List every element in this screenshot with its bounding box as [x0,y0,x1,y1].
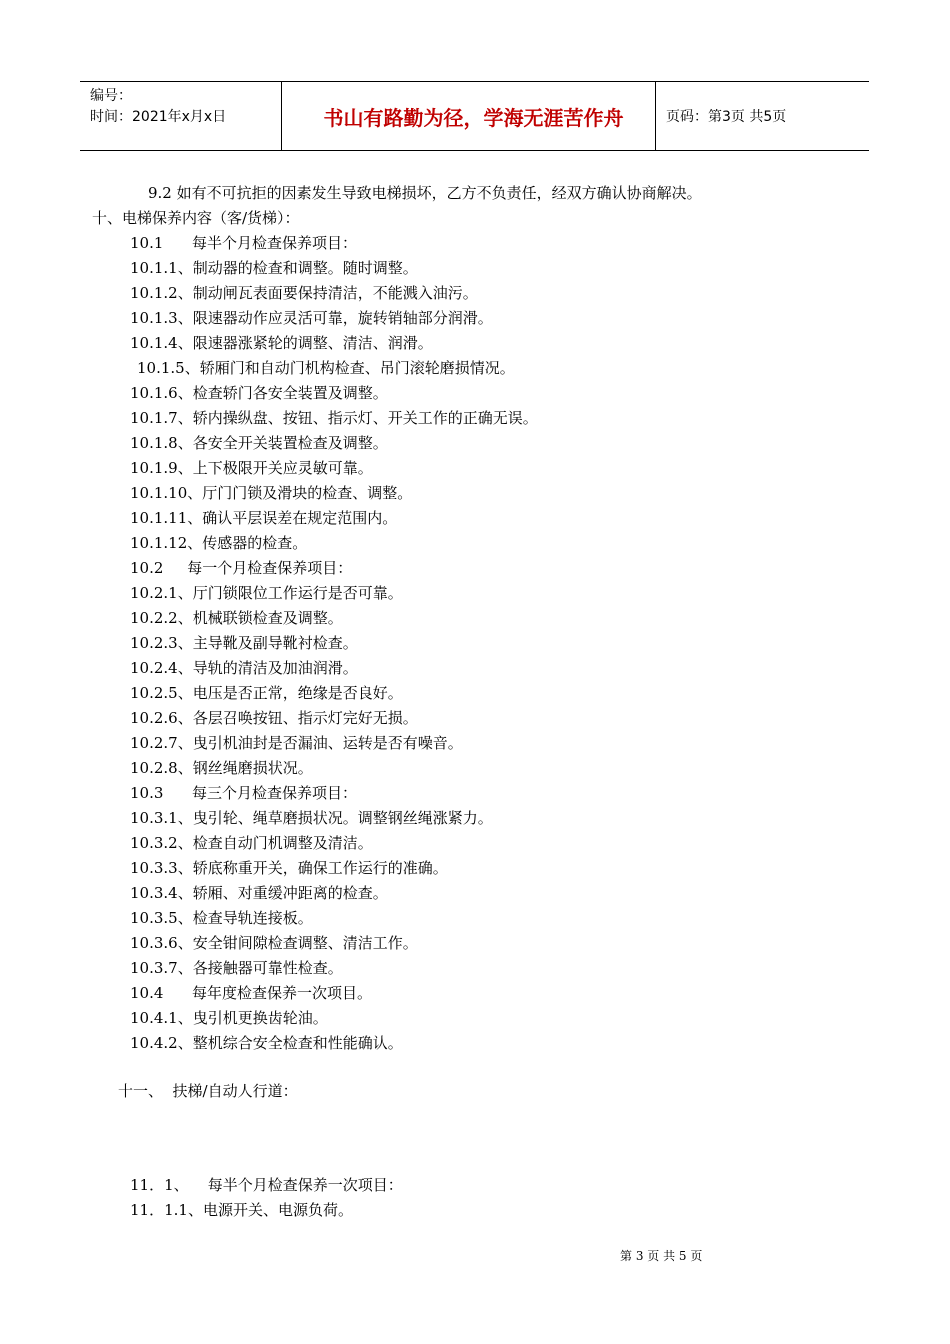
section-heading: 十一、 扶梯/自动人行道： [118,1082,298,1100]
page-header [80,81,869,151]
text-line: 10.1.2、制动闸瓦表面要保持清洁，不能溅入油污。 [130,284,478,302]
text-line: 9.2 如有不可抗拒的因素发生导致电梯损坏，乙方不负责任，经双方确认协商解决。 [148,184,702,202]
text-line: 10.4.1、曳引机更换齿轮油。 [130,1009,328,1027]
text-line: 10.1.7、轿内操纵盘、按钮、指示灯、开关工作的正确无误。 [130,409,538,427]
subsection-heading: 10.1 每半个月检查保养项目： [130,234,358,252]
text-line: 10.3.3、轿底称重开关，确保工作运行的准确。 [130,859,448,877]
subsection-heading: 10.2 每一个月检查保养项目： [130,559,353,577]
subsection-heading: 11．1、 每半个月检查保养一次项目： [130,1176,403,1194]
text-line: 10.1.12、传感器的检查。 [130,534,308,552]
text-line: 10.2.4、导轨的清洁及加油润滑。 [130,659,358,677]
header-motto: 书山有路勤为径，学海无涯苦作舟 [323,105,624,130]
text-line: 10.1.5、轿厢门和自动门机构检查、吊门滚轮磨损情况。 [137,359,515,377]
text-line: 10.2.2、机械联锁检查及调整。 [130,609,343,627]
text-line: 10.1.4、限速器涨紧轮的调整、清洁、润滑。 [130,334,433,352]
text-line: 10.3.5、检查导轨连接板。 [130,909,313,927]
text-line: 10.1.8、各安全开关装置检查及调整。 [130,434,388,452]
section-heading: 十、电梯保养内容（客/货梯）： [92,209,300,227]
header-divider [655,82,656,150]
document-number-label: 编号： [90,88,132,104]
text-line: 10.1.1、制动器的检查和调整。随时调整。 [130,259,418,277]
text-line: 10.2.5、电压是否正常，绝缘是否良好。 [130,684,403,702]
text-line: 10.2.6、各层召唤按钮、指示灯完好无损。 [130,709,418,727]
text-line: 10.3.7、各接触器可靠性检查。 [130,959,343,977]
text-line: 10.2.8、钢丝绳磨损状况。 [130,759,313,777]
text-line: 10.1.11、确认平层误差在规定范围内。 [130,509,398,527]
text-line: 10.3.1、曳引轮、绳草磨损状况。调整钢丝绳涨紧力。 [130,809,493,827]
text-line: 10.1.10、厅门门锁及滑块的检查、调整。 [130,484,413,502]
document-time-label: 时间：2021年x月x日 [90,109,227,125]
text-line: 10.3.4、轿厢、对重缓冲距离的检查。 [130,884,388,902]
header-divider [281,82,282,150]
text-line: 10.3.6、安全钳间隙检查调整、清洁工作。 [130,934,418,952]
text-line: 10.2.1、厅门锁限位工作运行是否可靠。 [130,584,403,602]
page-footer: 第 3 页 共 5 页 [620,1249,703,1263]
text-line: 11．1.1、电源开关、电源负荷。 [130,1201,353,1219]
text-line: 10.2.7、曳引机油封是否漏油、运转是否有噪音。 [130,734,463,752]
text-line: 10.1.3、限速器动作应灵活可靠，旋转销轴部分润滑。 [130,309,493,327]
text-line: 10.2.3、主导靴及副导靴衬检查。 [130,634,358,652]
header-meta [90,86,280,128]
text-line: 10.1.9、上下极限开关应灵敏可靠。 [130,459,373,477]
text-line: 10.3.2、检查自动门机调整及清洁。 [130,834,373,852]
subsection-heading: 10.3 每三个月检查保养项目： [130,784,358,802]
text-line: 10.4.2、整机综合安全检查和性能确认。 [130,1034,403,1052]
subsection-heading: 10.4 每年度检查保养一次项目。 [130,984,373,1002]
text-line: 10.1.6、检查轿门各安全装置及调整。 [130,384,388,402]
header-page-number: 页码：第3页 共5页 [666,109,787,125]
